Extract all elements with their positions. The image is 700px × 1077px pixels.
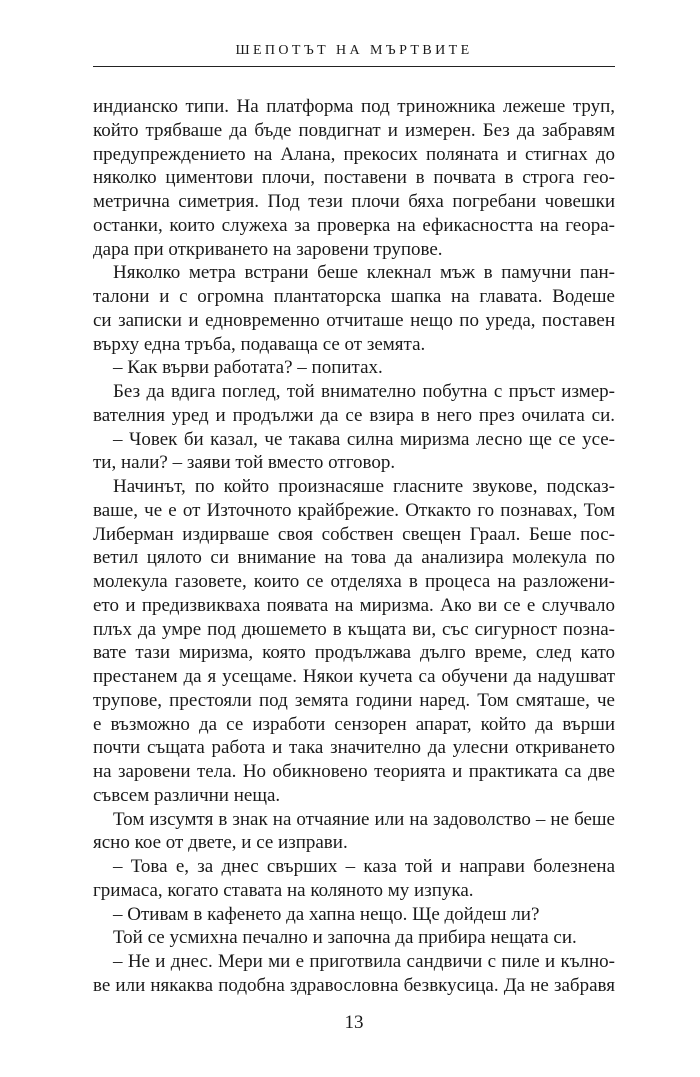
- text-line: ве или някаква подобна здравословна безвкусица. Да не забравя: [93, 974, 615, 996]
- text-line: останки, които служеха за проверка на ефикасността на геора-: [93, 214, 615, 236]
- text-line: талони и с огромна плантаторска шапка на главата. Водеше: [93, 286, 615, 307]
- text-line: Том изсумтя в знак на отчаяние или на задоволство – не беше: [113, 808, 615, 830]
- text-line: си записки и едновременно отчиташе нещо по уреда, поставен: [93, 309, 615, 331]
- text-line: престанем да я усещаме. Някои кучета са обучени да надушват: [93, 666, 615, 687]
- header-rule: [93, 66, 615, 67]
- text-line: Той се усмихна печално и започна да прибира нещата си.: [113, 927, 577, 949]
- text-line: Либерман издирваше своя собствен свещен Граал. Беше пос-: [93, 523, 615, 545]
- text-line: почти същата работа и така значително да улесни откриването: [93, 737, 615, 759]
- text-line: ти, нали? – заяви той вместо отговор.: [93, 452, 396, 474]
- text-line: ваше, че е от Източното крайбрежие. Откакто го познавах, Том: [93, 499, 615, 521]
- text-line: Без да вдига поглед, той внимателно побутна с пръст измер-: [113, 381, 615, 402]
- text-line: молекула газовете, които се отделяха в процеса на разложени-: [93, 571, 615, 592]
- text-line: дара при откриването на заровени трупове.: [93, 238, 443, 260]
- text-line: ветил цялото си внимание на това да анализира молекула по: [93, 547, 615, 569]
- text-line: на заровени тела. Но обикновено теорията и практиката са две: [93, 761, 615, 782]
- text-line: Начинът, по който произнасяше гласните звукове, подсказ-: [113, 476, 615, 497]
- text-line: върху една тръба, подаваща се от земята.: [93, 333, 426, 355]
- text-line: – Не и днес. Мери ми е приготвила сандвичи с пиле и кълно-: [113, 951, 615, 972]
- text-line: ясно кое от двете, и се изправи.: [93, 832, 348, 854]
- text-line: – Човек би казал, че такава силна миризма лесно ще се усе-: [113, 428, 615, 450]
- text-line: индианско типи. На платформа под триножника лежеше труп,: [93, 96, 615, 117]
- text-line: метрична симетрия. Под тези плочи бяха погребани човешки: [93, 191, 615, 212]
- text-line: вателния уред и продължи да се взира в него през очилата си.: [93, 404, 615, 426]
- text-line: плъх да умре под дюшемето в къщата ви, със сигурност позна-: [93, 618, 615, 640]
- text-line: гримаса, когато ставата на коляното му изпука.: [93, 879, 474, 901]
- text-line: вате тази миризма, която продължава дълго време, след като: [93, 642, 615, 664]
- text-line: Няколко метра встрани беше клекнал мъж в памучни пан-: [113, 262, 615, 284]
- text-line: ето и предизвикваха появата на миризма. Ако ви се е случвало: [93, 594, 615, 616]
- text-line: – Как върви работата? – попитах.: [113, 357, 383, 379]
- text-line: – Това е, за днес свърших – каза той и направи болезнена: [113, 856, 615, 877]
- text-line: предупреждението на Алана, прекосих поляната и стигнах до: [93, 143, 615, 165]
- running-head-title: ШЕПОТЪТ НА МЪРТВИТЕ: [235, 43, 473, 58]
- text-line: – Отивам в кафенето да хапна нещо. Ще дойдеш ли?: [113, 903, 540, 925]
- page-number: 13: [344, 1012, 364, 1033]
- text-line: който трябваше да бъде повдигнат и измерен. Без да забравям: [93, 119, 615, 141]
- text-line: е възможно да се изработи сензорен апарат, който да върши: [93, 713, 615, 735]
- text-line: няколко циментови плочи, поставени в почвата в строга гео-: [93, 167, 615, 189]
- text-line: трупове, престояли под земята години наред. Том смяташе, че: [93, 689, 615, 711]
- body-text: [93, 95, 615, 998]
- text-line: съвсем различни неща.: [93, 784, 281, 806]
